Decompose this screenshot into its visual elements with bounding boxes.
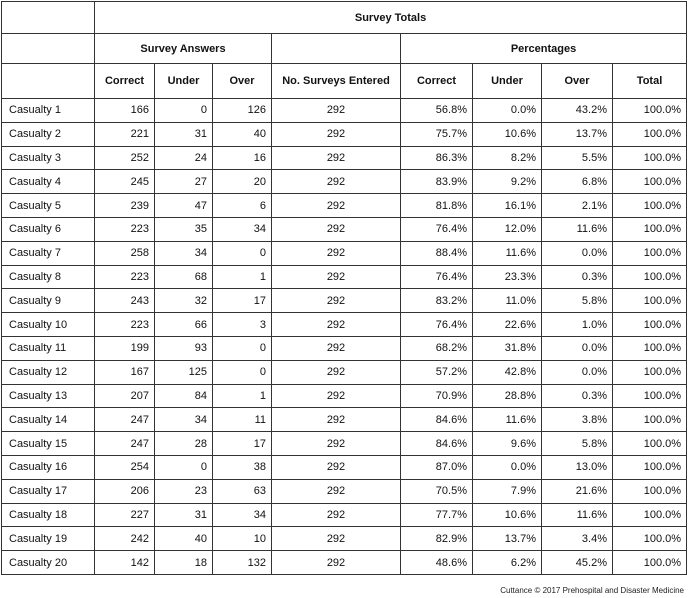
cell-casualty-name: Casualty 1 [2,99,95,123]
table-row [2,313,687,337]
table-row [2,384,687,408]
figure-credit: Cuttance © 2017 Prehospital and Disaster Medicine [500,586,684,595]
cell-pct-total: 100.0% [613,336,687,360]
cell-casualty-name: Casualty 2 [2,122,95,146]
cell-under: 93 [155,336,213,360]
cell-casualty-name: Casualty 10 [2,313,95,337]
cell-under: 40 [155,527,213,551]
table-row [2,360,687,384]
cell-surveys-entered: 292 [272,503,401,527]
cell-pct-correct: 70.9% [401,384,473,408]
cell-pct-over: 13.0% [542,455,613,479]
cell-casualty-name: Casualty 7 [2,241,95,265]
cell-pct-under: 0.0% [473,455,542,479]
cell-surveys-entered: 292 [272,241,401,265]
cell-casualty-name: Casualty 19 [2,527,95,551]
cell-under: 84 [155,384,213,408]
cell-under: 66 [155,313,213,337]
cell-pct-under: 16.1% [473,194,542,218]
cell-correct: 227 [95,503,155,527]
table-row [2,170,687,194]
cell-pct-under: 22.6% [473,313,542,337]
cell-pct-under: 10.6% [473,122,542,146]
cell-pct-correct: 76.4% [401,265,473,289]
table-row [2,503,687,527]
cell-pct-over: 43.2% [542,99,613,123]
cell-under: 125 [155,360,213,384]
cell-casualty-name: Casualty 8 [2,265,95,289]
cell-pct-under: 11.6% [473,408,542,432]
cell-pct-total: 100.0% [613,479,687,503]
cell-surveys-entered: 292 [272,360,401,384]
cell-casualty-name: Casualty 18 [2,503,95,527]
cell-pct-correct: 87.0% [401,455,473,479]
table-row [2,265,687,289]
column-header-pct-over: Over [542,64,613,99]
cell-pct-total: 100.0% [613,503,687,527]
cell-under: 47 [155,194,213,218]
cell-correct: 142 [95,551,155,575]
cell-pct-total: 100.0% [613,551,687,575]
cell-pct-over: 11.6% [542,503,613,527]
cell-over: 132 [213,551,272,575]
cell-surveys-entered: 292 [272,384,401,408]
cell-pct-over: 3.8% [542,408,613,432]
cell-pct-correct: 70.5% [401,479,473,503]
cell-pct-correct: 57.2% [401,360,473,384]
cell-pct-under: 10.6% [473,503,542,527]
table-row [2,289,687,313]
cell-surveys-entered: 292 [272,408,401,432]
cell-pct-under: 31.8% [473,336,542,360]
cell-casualty-name: Casualty 17 [2,479,95,503]
cell-over: 1 [213,384,272,408]
table-row [2,217,687,241]
cell-pct-total: 100.0% [613,289,687,313]
cell-surveys-entered: 292 [272,170,401,194]
table-row [2,479,687,503]
cell-pct-over: 5.8% [542,289,613,313]
cell-surveys-entered: 292 [272,146,401,170]
cell-correct: 242 [95,527,155,551]
cell-pct-correct: 76.4% [401,313,473,337]
cell-pct-over: 13.7% [542,122,613,146]
table-row [2,241,687,265]
cell-under: 31 [155,503,213,527]
cell-over: 1 [213,265,272,289]
cell-casualty-name: Casualty 16 [2,455,95,479]
cell-pct-total: 100.0% [613,217,687,241]
cell-pct-correct: 83.9% [401,170,473,194]
cell-pct-over: 0.0% [542,241,613,265]
cell-under: 32 [155,289,213,313]
cell-pct-under: 9.6% [473,432,542,456]
cell-casualty-name: Casualty 13 [2,384,95,408]
cell-pct-total: 100.0% [613,241,687,265]
cell-pct-correct: 68.2% [401,336,473,360]
cell-surveys-entered: 292 [272,194,401,218]
cell-correct: 245 [95,170,155,194]
cell-over: 11 [213,408,272,432]
cell-over: 34 [213,217,272,241]
cell-under: 31 [155,122,213,146]
cell-pct-correct: 48.6% [401,551,473,575]
cell-correct: 167 [95,360,155,384]
cell-surveys-entered: 292 [272,455,401,479]
cell-correct: 166 [95,99,155,123]
survey-answers-group-header: Survey Answers [95,34,272,64]
cell-pct-correct: 82.9% [401,527,473,551]
cell-pct-correct: 86.3% [401,146,473,170]
cell-over: 20 [213,170,272,194]
table-row [2,455,687,479]
cell-pct-total: 100.0% [613,194,687,218]
corner-cell [2,34,95,64]
cell-pct-total: 100.0% [613,313,687,337]
cell-over: 63 [213,479,272,503]
cell-correct: 223 [95,313,155,337]
percentages-group-header: Percentages [401,34,687,64]
entered-group-spacer [272,34,401,64]
cell-surveys-entered: 292 [272,289,401,313]
cell-over: 34 [213,503,272,527]
cell-over: 6 [213,194,272,218]
cell-under: 18 [155,551,213,575]
cell-correct: 243 [95,289,155,313]
cell-pct-total: 100.0% [613,432,687,456]
corner-cell [2,64,95,99]
cell-correct: 239 [95,194,155,218]
cell-casualty-name: Casualty 3 [2,146,95,170]
cell-pct-under: 11.6% [473,241,542,265]
table-row [2,408,687,432]
cell-pct-under: 11.0% [473,289,542,313]
cell-pct-correct: 76.4% [401,217,473,241]
cell-under: 24 [155,146,213,170]
cell-surveys-entered: 292 [272,336,401,360]
cell-under: 28 [155,432,213,456]
cell-pct-over: 6.8% [542,170,613,194]
cell-over: 3 [213,313,272,337]
cell-surveys-entered: 292 [272,265,401,289]
cell-under: 0 [155,455,213,479]
cell-pct-correct: 56.8% [401,99,473,123]
table-row [2,122,687,146]
cell-casualty-name: Casualty 11 [2,336,95,360]
cell-over: 0 [213,336,272,360]
table-row [2,551,687,575]
column-header-surveys-entered: No. Surveys Entered [272,64,401,99]
table-row [2,527,687,551]
cell-pct-total: 100.0% [613,527,687,551]
cell-correct: 252 [95,146,155,170]
cell-pct-under: 42.8% [473,360,542,384]
cell-over: 40 [213,122,272,146]
cell-pct-over: 0.3% [542,384,613,408]
cell-over: 16 [213,146,272,170]
cell-over: 0 [213,241,272,265]
cell-correct: 221 [95,122,155,146]
cell-under: 34 [155,408,213,432]
cell-pct-total: 100.0% [613,360,687,384]
cell-surveys-entered: 292 [272,432,401,456]
cell-casualty-name: Casualty 14 [2,408,95,432]
cell-under: 35 [155,217,213,241]
cell-pct-correct: 77.7% [401,503,473,527]
cell-pct-correct: 75.7% [401,122,473,146]
cell-pct-under: 6.2% [473,551,542,575]
cell-pct-over: 5.5% [542,146,613,170]
cell-under: 27 [155,170,213,194]
cell-correct: 223 [95,217,155,241]
cell-pct-over: 2.1% [542,194,613,218]
cell-surveys-entered: 292 [272,527,401,551]
table-row [2,432,687,456]
cell-casualty-name: Casualty 6 [2,217,95,241]
column-header-under: Under [155,64,213,99]
cell-pct-over: 0.0% [542,360,613,384]
cell-pct-total: 100.0% [613,99,687,123]
cell-surveys-entered: 292 [272,122,401,146]
table-body [2,99,687,575]
cell-pct-over: 11.6% [542,217,613,241]
cell-pct-correct: 88.4% [401,241,473,265]
cell-casualty-name: Casualty 9 [2,289,95,313]
cell-under: 23 [155,479,213,503]
cell-pct-under: 8.2% [473,146,542,170]
cell-under: 68 [155,265,213,289]
cell-pct-over: 0.3% [542,265,613,289]
cell-pct-total: 100.0% [613,455,687,479]
cell-pct-total: 100.0% [613,146,687,170]
cell-pct-under: 12.0% [473,217,542,241]
cell-pct-under: 13.7% [473,527,542,551]
cell-surveys-entered: 292 [272,479,401,503]
cell-pct-over: 1.0% [542,313,613,337]
cell-correct: 199 [95,336,155,360]
table-row [2,194,687,218]
cell-casualty-name: Casualty 5 [2,194,95,218]
cell-pct-correct: 83.2% [401,289,473,313]
corner-cell [2,2,95,34]
cell-surveys-entered: 292 [272,551,401,575]
cell-correct: 247 [95,408,155,432]
cell-pct-total: 100.0% [613,122,687,146]
cell-correct: 223 [95,265,155,289]
cell-pct-total: 100.0% [613,265,687,289]
cell-pct-under: 0.0% [473,99,542,123]
column-header-pct-under: Under [473,64,542,99]
table-row [2,146,687,170]
cell-over: 17 [213,432,272,456]
cell-over: 0 [213,360,272,384]
cell-under: 34 [155,241,213,265]
column-header-pct-correct: Correct [401,64,473,99]
cell-surveys-entered: 292 [272,217,401,241]
cell-over: 17 [213,289,272,313]
survey-totals-table [1,1,687,575]
column-header-pct-total: Total [613,64,687,99]
cell-surveys-entered: 292 [272,99,401,123]
cell-surveys-entered: 292 [272,313,401,337]
cell-pct-under: 23.3% [473,265,542,289]
cell-pct-over: 5.8% [542,432,613,456]
cell-correct: 254 [95,455,155,479]
cell-pct-total: 100.0% [613,408,687,432]
cell-pct-over: 45.2% [542,551,613,575]
cell-pct-correct: 81.8% [401,194,473,218]
cell-casualty-name: Casualty 20 [2,551,95,575]
cell-correct: 258 [95,241,155,265]
cell-pct-total: 100.0% [613,384,687,408]
cell-over: 38 [213,455,272,479]
column-header-over: Over [213,64,272,99]
table-row [2,99,687,123]
cell-casualty-name: Casualty 12 [2,360,95,384]
cell-over: 10 [213,527,272,551]
cell-correct: 206 [95,479,155,503]
cell-casualty-name: Casualty 15 [2,432,95,456]
cell-pct-under: 9.2% [473,170,542,194]
table-title: Survey Totals [95,2,687,34]
cell-pct-correct: 84.6% [401,432,473,456]
cell-pct-under: 7.9% [473,479,542,503]
cell-pct-over: 21.6% [542,479,613,503]
table-row [2,336,687,360]
cell-casualty-name: Casualty 4 [2,170,95,194]
cell-under: 0 [155,99,213,123]
cell-correct: 207 [95,384,155,408]
cell-pct-correct: 84.6% [401,408,473,432]
cell-correct: 247 [95,432,155,456]
cell-over: 126 [213,99,272,123]
cell-pct-over: 0.0% [542,336,613,360]
cell-pct-total: 100.0% [613,170,687,194]
cell-pct-under: 28.8% [473,384,542,408]
column-header-correct: Correct [95,64,155,99]
cell-pct-over: 3.4% [542,527,613,551]
